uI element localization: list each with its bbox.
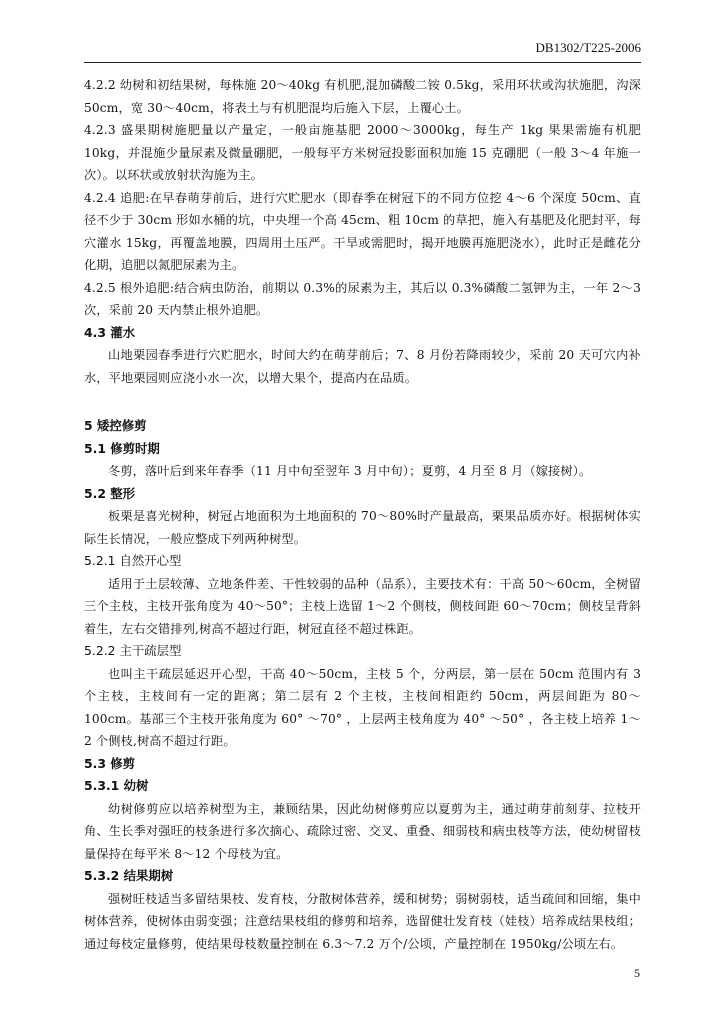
heading-4-3: 4.3 灌水	[84, 324, 136, 340]
heading-5-2-1: 5.2.1 自然开心型	[84, 553, 182, 568]
heading-5-3: 5.3 修剪	[84, 755, 136, 771]
heading-5-3-1: 5.3.1 幼树	[84, 778, 149, 793]
heading-5: 5 矮控修剪	[84, 418, 147, 433]
body-5-1: 冬剪，落叶后到来年春季（11 月中旬至翌年 3 月中旬）；夏剪，4 月至 8 月（嫁接树）。	[108, 464, 592, 478]
clause-4-2-3: 4.2.3 盛果期树施肥量以产量定，一般亩施基肥 2000～3000kg，每生产 1kg 果果需施有机肥 10kg，并混施少量尿素及微量硼肥，一般每平方米树冠投影面积加施 15 克硼肥（一般 3～4 年施一次）。以环状或放射状沟施为主。	[84, 123, 641, 182]
document-body	[84, 74, 641, 955]
body-5-3-2: 强树旺枝适当多留结果枝、发育枝，分散树体营养，缓和树势；弱树弱枝，适当疏间和回缩，集中树体营养，使树体由弱变强；注意结果枝组的修剪和培养，选留健壮发育枝（娃枝）培养成结果枝组；通过每枝定量修剪，使结果母枝数量控制在 6.3～7.2 万个/公顷，产量控制在 1950kg/公顷左右。	[84, 891, 641, 951]
body-5-2-2: 也叫主干疏层延迟开心型，干高 40～50cm，主枝 5 个，分两层，第一层在 50cm 范围内有 3 个主枝，主枝间有一定的距离；第二层有 2 个主枝，主枝间相距约 50cm，两层间距为 80～100cm。基部三个主枝开张角度为 60° ～70° ，上层两主枝角度为 40° ～50° ，各主枝上培养 1～2 个侧枝,树高不超过行距。	[84, 666, 641, 748]
heading-5-2: 5.2 整形	[84, 485, 136, 501]
clause-4-2-4: 4.2.4 追肥:在早春萌芽前后，进行穴贮肥水（即春季在树冠下的不同方位挖 4～6 个深度 50cm、直径不少于 30cm 形如水桶的坑，中央埋一个高 45cm、粗 10cm 的草把，施入有基肥及化肥封平，每穴灌水 15kg，再覆盖地膜，四周用土压严。干旱或需肥时，揭开地膜再施肥浇水），此时正是雌花分化期，追肥以氮肥尿素为主。	[84, 190, 641, 272]
clause-4-2-2: 4.2.2 幼树和初结果树，每株施 20～40kg 有机肥,混加磷酸二铵 0.5kg，采用环状或沟状施肥，沟深 50cm，宽 30～40cm，将表土与有机肥混均后施入下层，上覆心土。	[84, 78, 641, 115]
clause-4-2-5: 4.2.5 根外追肥:结合病虫防治，前期以 0.3%的尿素为主，其后以 0.3%磷酸二氢钾为主，一年 2～3 次，采前 20 天内禁止根外追肥。	[84, 280, 641, 317]
header-rule	[84, 62, 641, 63]
heading-5-3-2: 5.3.2 结果期树	[84, 868, 174, 883]
page-number: 5	[634, 966, 640, 980]
standard-code: DB1302/T225-2006	[535, 40, 641, 55]
heading-5-2-2: 5.2.2 主干疏层型	[84, 643, 182, 658]
body-4-3: 山地栗园春季进行穴贮肥水，时间大约在萌芽前后；7、8 月份若降雨较少，采前 20 天可穴内补水，平地栗园则应浇小水一次，以增大果个，提高内在品质。	[84, 348, 641, 385]
body-5-2: 板栗是喜光树种，树冠占地面积为土地面积的 70～80%时产量最高，栗果品质亦好。根据树体实际生长情况，一般应整成下列两种树型。	[84, 509, 641, 546]
body-5-2-1: 适用于土层较薄、立地条件差、干性较弱的品种（品系），主要技术有：干高 50～60cm，全树留三个主枝，主枝开张角度为 40～50°；主枝上选留 1～2 个侧枝，侧枝间距 60～70cm；侧枝呈背斜着生，左右交错排列,树高不超过行距，树冠直径不超过株距。	[84, 576, 641, 636]
section-spacer	[84, 389, 641, 415]
body-5-3-1: 幼树修剪应以培养树型为主，兼顾结果，因此幼树修剪应以夏剪为主，通过萌芽前刻芽、拉枝开角、生长季对强旺的枝条进行多次摘心、疏除过密、交叉、重叠、细弱枝和病虫枝等方法，使幼树留枝量保持在每平米 8～12 个母枝为宜。	[84, 801, 641, 861]
heading-5-1: 5.1 修剪时期	[84, 440, 160, 456]
